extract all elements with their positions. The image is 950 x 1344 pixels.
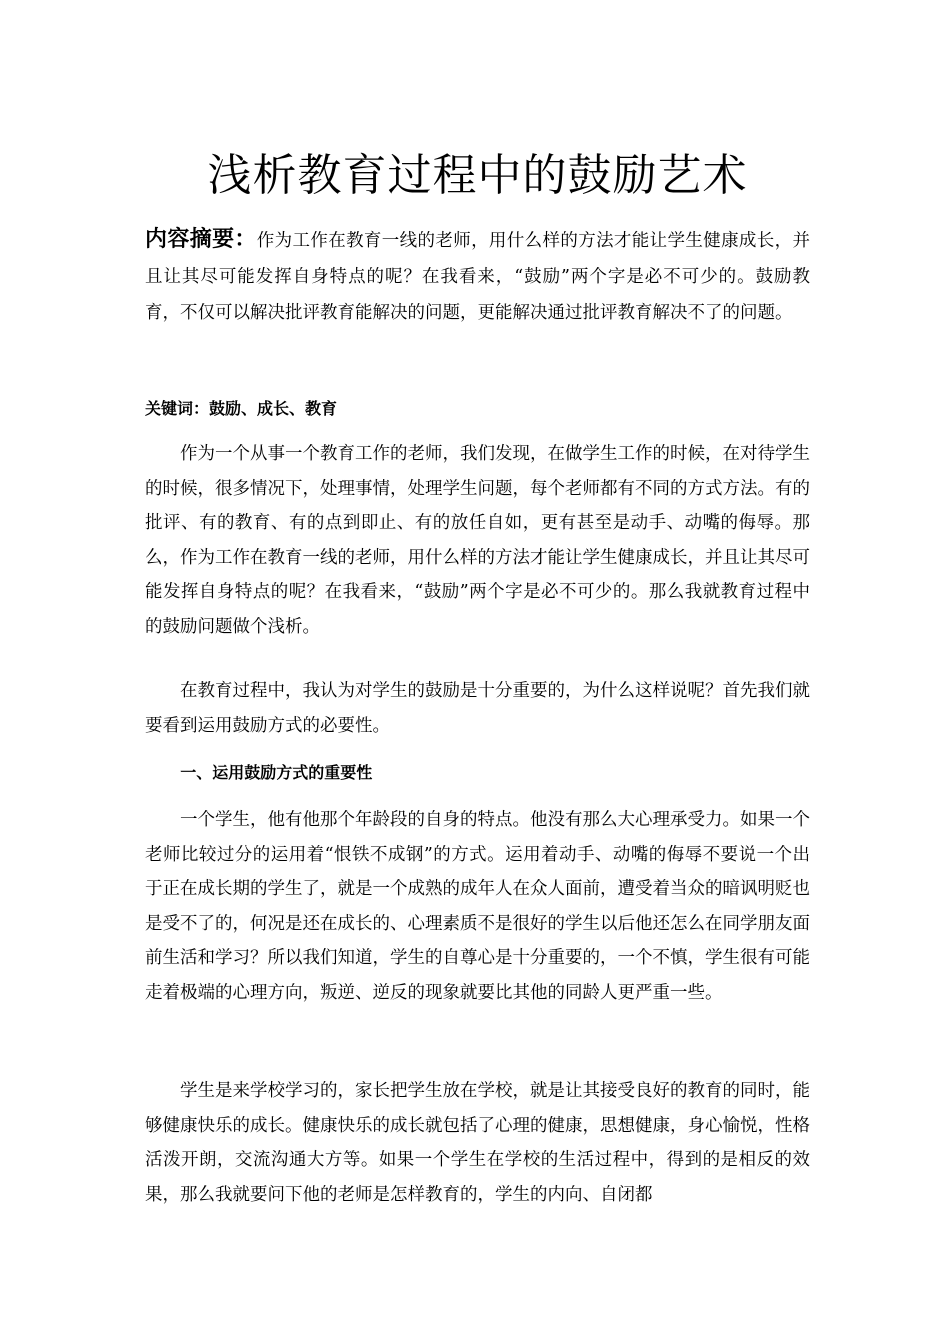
- document-title: 浅析教育过程中的鼓励艺术: [207, 150, 748, 201]
- section-heading: 一、运用鼓励方式的重要性: [180, 763, 373, 782]
- paragraph-3: 一个学生，他有他那个年龄段的自身的特点。他没有那么大心理承受力。如果一个老师比较过分的运用着“恨铁不成钢”的方式。运用着动手、动嘴的侮辱不要说一个出于正在成长期的学生了，就是一个成熟的成年人在众人面前，遭受着当众的暗讽明贬也是受不了的，何况是还在成长的、心理素质不是很好的学生以后他还怎么在同学朋友面前生活和学习？所以我们知道，学生的自尊心是十分重要的，一个不慎，学生很有可能走着极端的心理方向，叛逆、逆反的现象就要比其他的同龄人更严重一些。: [145, 810, 810, 1003]
- keywords: 关键词：鼓励、成长、教育: [145, 399, 338, 418]
- abstract-label: 内容摘要：: [145, 227, 257, 252]
- paragraph-4: 学生是来学校学习的，家长把学生放在学校，就是让其接受良好的教育的同时，能够健康快乐的成长。健康快乐的成长就包括了心理的健康，思想健康，身心愉悦，性格活泼开朗，交流沟通大方等。如果一个学生在学校的生活过程中，得到的是相反的效果，那么我就要问下他的老师是怎样教育的，学生的内向、自闭都: [145, 1081, 810, 1205]
- abstract-text: 作为工作在教育一线的老师，用什么样的方法才能让学生健康成长，并且让其尽可能发挥自身特点的呢？在我看来，“鼓励”两个字是必不可少的。鼓励教育，不仅可以解决批评教育能解决的问题，更能解决通过批评教育解决不了的问题。: [145, 231, 810, 323]
- paragraph-1: 作为一个从事一个教育工作的老师，我们发现，在做学生工作的时候，在对待学生的时候，很多情况下，处理事情，处理学生问题，每个老师都有不同的方式方法。有的批评、有的教育、有的点到即止、有的放任自如，更有甚至是动手、动嘴的侮辱。那么，作为工作在教育一线的老师，用什么样的方法才能让学生健康成长，并且让其尽可能发挥自身特点的呢？在我看来，“鼓励”两个字是必不可少的。那么我就教育过程中的鼓励问题做个浅析。: [145, 444, 810, 637]
- abstract: [145, 222, 810, 331]
- paragraph-2: 在教育过程中，我认为对学生的鼓励是十分重要的，为什么这样说呢？首先我们就要看到运用鼓励方式的必要性。: [145, 681, 810, 736]
